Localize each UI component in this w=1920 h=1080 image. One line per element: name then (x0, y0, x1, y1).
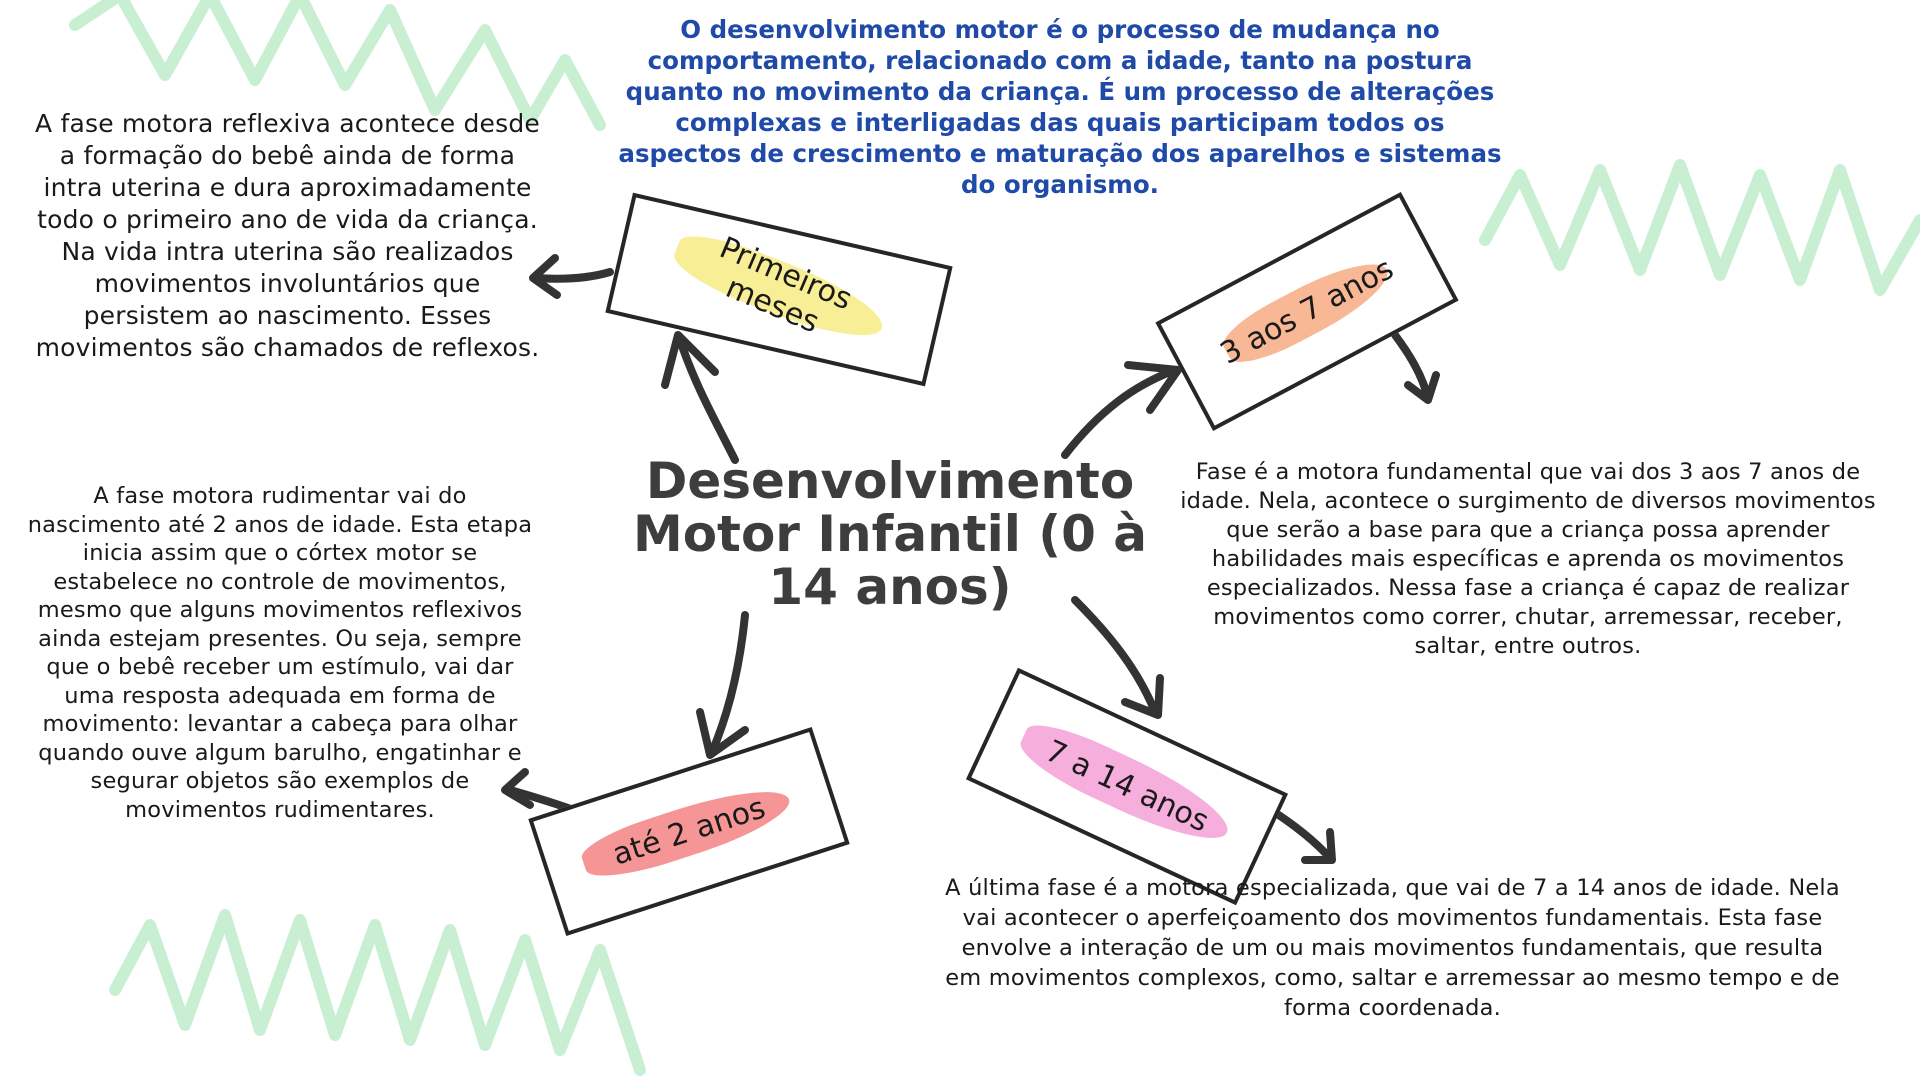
intro-paragraph: O desenvolvimento motor é o processo de mudança no comportamento, relacionado com a idade, tanto na postura quanto no movimento da criança. É um processo de alterações complexas e interligadas das quais participam todos os aspectos de crescimento e maturação dos aparelhos e sistemas do organismo. (618, 15, 1502, 199)
node-label: Primeiros meses (714, 229, 858, 340)
text-fase-fundamental: Fase é a motora fundamental que vai dos 3 aos 7 anos de idade. Nela, acontece o surgimento de diversos movimentos que serão a base para que a criança possa aprender habilidades mais específicas e aprenda os movimentos especializados. Nessa fase a criança é capaz de realizar movimentos como correr, chutar, arremessar, receber, saltar, entre outros. (1180, 459, 1876, 659)
node-label: 3 aos 7 anos (1214, 250, 1400, 372)
node-label: até 2 anos (608, 789, 770, 873)
arrow-center-to-primeiros-meses (680, 340, 735, 460)
text-fase-especializada: A última fase é a motora especializada, que vai de 7 a 14 anos de idade. Nela vai acontecer o aperfeiçoamento dos movimentos fundamentais. Esta fase envolve a interação de um ou mais movimentos fundamentais, que resulta em movimentos complexos, como, saltar e arremessar ao mesmo tempo e de forma coordenada. (945, 875, 1840, 1021)
text-fase-reflexiva: A fase motora reflexiva acontece desde a formação do bebê ainda de forma intra uterina e dura aproximadamente todo o primeiro ano de vida da criança. Na vida intra uterina são realizados movimentos involuntários que persistem ao nascimento. Esses movimentos são chamados de reflexos. (35, 109, 540, 362)
diagram-title: Desenvolvimento Motor Infantil (0 à 14 anos) (632, 452, 1148, 616)
arrow-primeiros-meses-to-text (535, 272, 610, 279)
arrow-center-to-3-7 (1065, 370, 1175, 455)
node-label: 7 a 14 anos (1040, 733, 1215, 840)
arrow-center-to-7-14 (1075, 600, 1155, 712)
text-fase-rudimentar: A fase motora rudimentar vai do nascimento até 2 anos de idade. Esta etapa inicia assim que o córtex motor se estabelece no controle de movimentos, mesmo que alguns movimentos reflexivos ainda estejam presentes. Ou seja, sempre que o bebê receber um estímulo, vai dar uma resposta adequada em forma de movimento: levantar a cabeça para olhar quando ouve algum barulho, engatinhar e segurar objetos são exemplos de movimentos rudimentares. (27, 483, 533, 823)
